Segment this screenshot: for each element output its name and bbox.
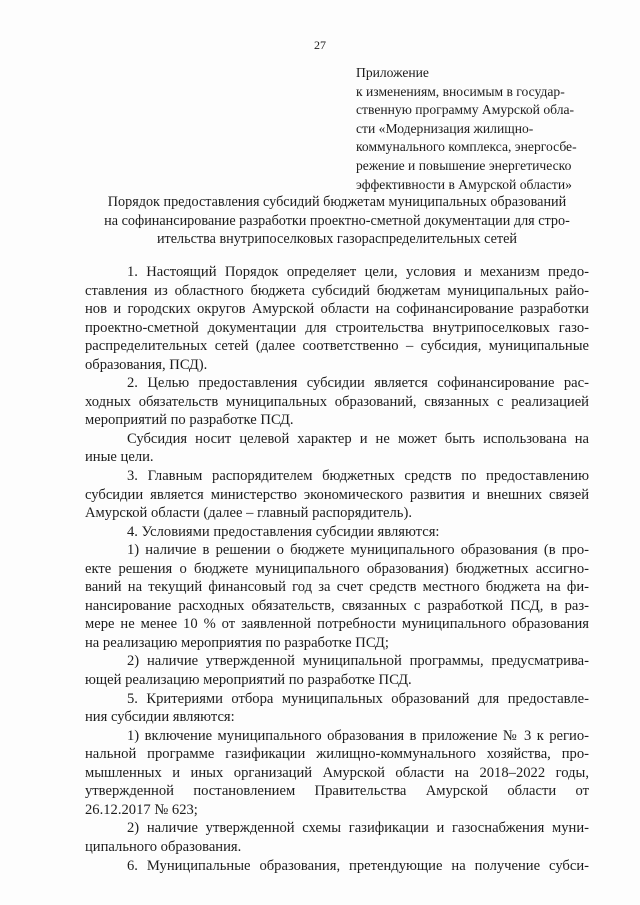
body-line: 4. Условиями предоставления субсидии являются: bbox=[127, 523, 440, 540]
appendix-line: к изменениям, вносимым в государ- bbox=[356, 83, 565, 99]
body-line: нов и городских округов Амурской области на софинансирование разработки bbox=[85, 301, 589, 318]
body-line: ющей реализацию мероприятий по разработке ПСД. bbox=[85, 672, 412, 689]
body-line: екте решения о бюджете муниципального образования) бюджетных ассигно- bbox=[85, 560, 589, 577]
body-line: ния субсидии являются: bbox=[85, 709, 235, 726]
body-line: на реализацию мероприятия по разработке ПСД; bbox=[85, 634, 389, 651]
page-number: 27 bbox=[314, 38, 326, 52]
body-line: мероприятий по разработке ПСД. bbox=[85, 412, 294, 429]
appendix-note bbox=[356, 64, 596, 194]
body-line: 1. Настоящий Порядок определяет цели, условия и механизм предо- bbox=[127, 264, 589, 280]
paragraph-9 bbox=[85, 727, 589, 820]
appendix-line: режение и повышение энергетическо bbox=[356, 157, 572, 173]
body-line: 2) наличие утвержденной муниципальной программы, предусматрива- bbox=[127, 653, 589, 670]
body-line: нальной программе газификации жилищно-коммунального хозяйства, про- bbox=[85, 746, 589, 763]
body-line: распределительных сетей (далее соответственно – субсидия, муниципальные bbox=[85, 338, 589, 355]
body-line: Субсидия носит целевой характер и не может быть использована на bbox=[127, 430, 589, 447]
body-line: ваний на текущий финансовый год за счет средств местного бюджета на фи- bbox=[85, 579, 589, 596]
body-line: 3. Главным распорядителем бюджетных средств по предоставлению bbox=[127, 468, 589, 485]
paragraph-10 bbox=[85, 819, 589, 856]
paragraph-2 bbox=[85, 374, 589, 430]
appendix-line: сти «Модернизация жилищно- bbox=[356, 120, 534, 136]
paragraph-8 bbox=[85, 690, 589, 727]
body-line: 1) наличие в решении о бюджете муниципального образования (в про- bbox=[127, 542, 589, 559]
body-line: Амурской области (далее – главный распорядитель). bbox=[85, 505, 412, 522]
body-line: 1) включение муниципального образования в приложение № 3 к регио- bbox=[127, 727, 589, 744]
appendix-line: эффективности в Амурской области» bbox=[356, 176, 572, 192]
paragraph-3 bbox=[85, 430, 589, 467]
body-line: ходных обязательств муниципальных образований, связанных с реализацией bbox=[85, 393, 589, 410]
body-line: мере не менее 10 % от заявленной потребности муниципального образования bbox=[85, 616, 589, 633]
paragraph-1 bbox=[85, 263, 589, 374]
paragraph-11 bbox=[113, 857, 589, 876]
body-line: иные цели. bbox=[85, 449, 154, 466]
body-line: 26.12.2017 № 623; bbox=[85, 801, 198, 818]
body-line: образования, ПСД). bbox=[85, 356, 208, 373]
body-line: 5. Критериями отбора муниципальных образований для предоставле- bbox=[127, 690, 589, 707]
paragraph-4 bbox=[85, 467, 589, 523]
body-line: мышленных и иных организаций Амурской области на 2018–2022 годы, bbox=[85, 764, 589, 781]
body-line: ципального образования. bbox=[85, 838, 242, 855]
title-line: ительства внутрипоселковых газораспределительных сетей bbox=[156, 231, 518, 248]
body-line: 2) наличие утвержденной схемы газификации и газоснабжения муни- bbox=[127, 820, 589, 837]
paragraph-7 bbox=[85, 652, 589, 689]
paragraph-5 bbox=[113, 523, 589, 542]
document-title bbox=[82, 193, 592, 249]
body-line: ставления из областного бюджета субсидий бюджетам муниципальных райо- bbox=[85, 282, 589, 299]
appendix-line: коммунального комплекса, энергосбе- bbox=[356, 139, 577, 155]
paragraph-6 bbox=[85, 541, 589, 652]
body-line: 6. Муниципальные образования, претендующие на получение субси- bbox=[127, 857, 589, 874]
body-line: нансирование расходных обязательств, связанных с разработкой ПСД, в раз- bbox=[85, 597, 589, 614]
title-line: Порядок предоставления субсидий бюджетам муниципальных образований bbox=[107, 194, 567, 210]
document-body bbox=[85, 263, 589, 875]
title-line: на софинансирование разработки проектно-сметной документации для стро- bbox=[104, 212, 570, 229]
body-line: субсидии является министерство экономического развития и внешних связей bbox=[85, 486, 589, 503]
body-line: 2. Целью предоставления субсидии является софинансирование рас- bbox=[127, 375, 589, 392]
body-line: проектно-сметной документации для строительства внутрипоселковых газо- bbox=[85, 319, 589, 336]
appendix-line: ственную программу Амурской обла- bbox=[356, 102, 575, 118]
appendix-line: Приложение bbox=[356, 65, 429, 80]
body-line: утвержденной постановлением Правительства Амурской области от bbox=[85, 783, 589, 800]
